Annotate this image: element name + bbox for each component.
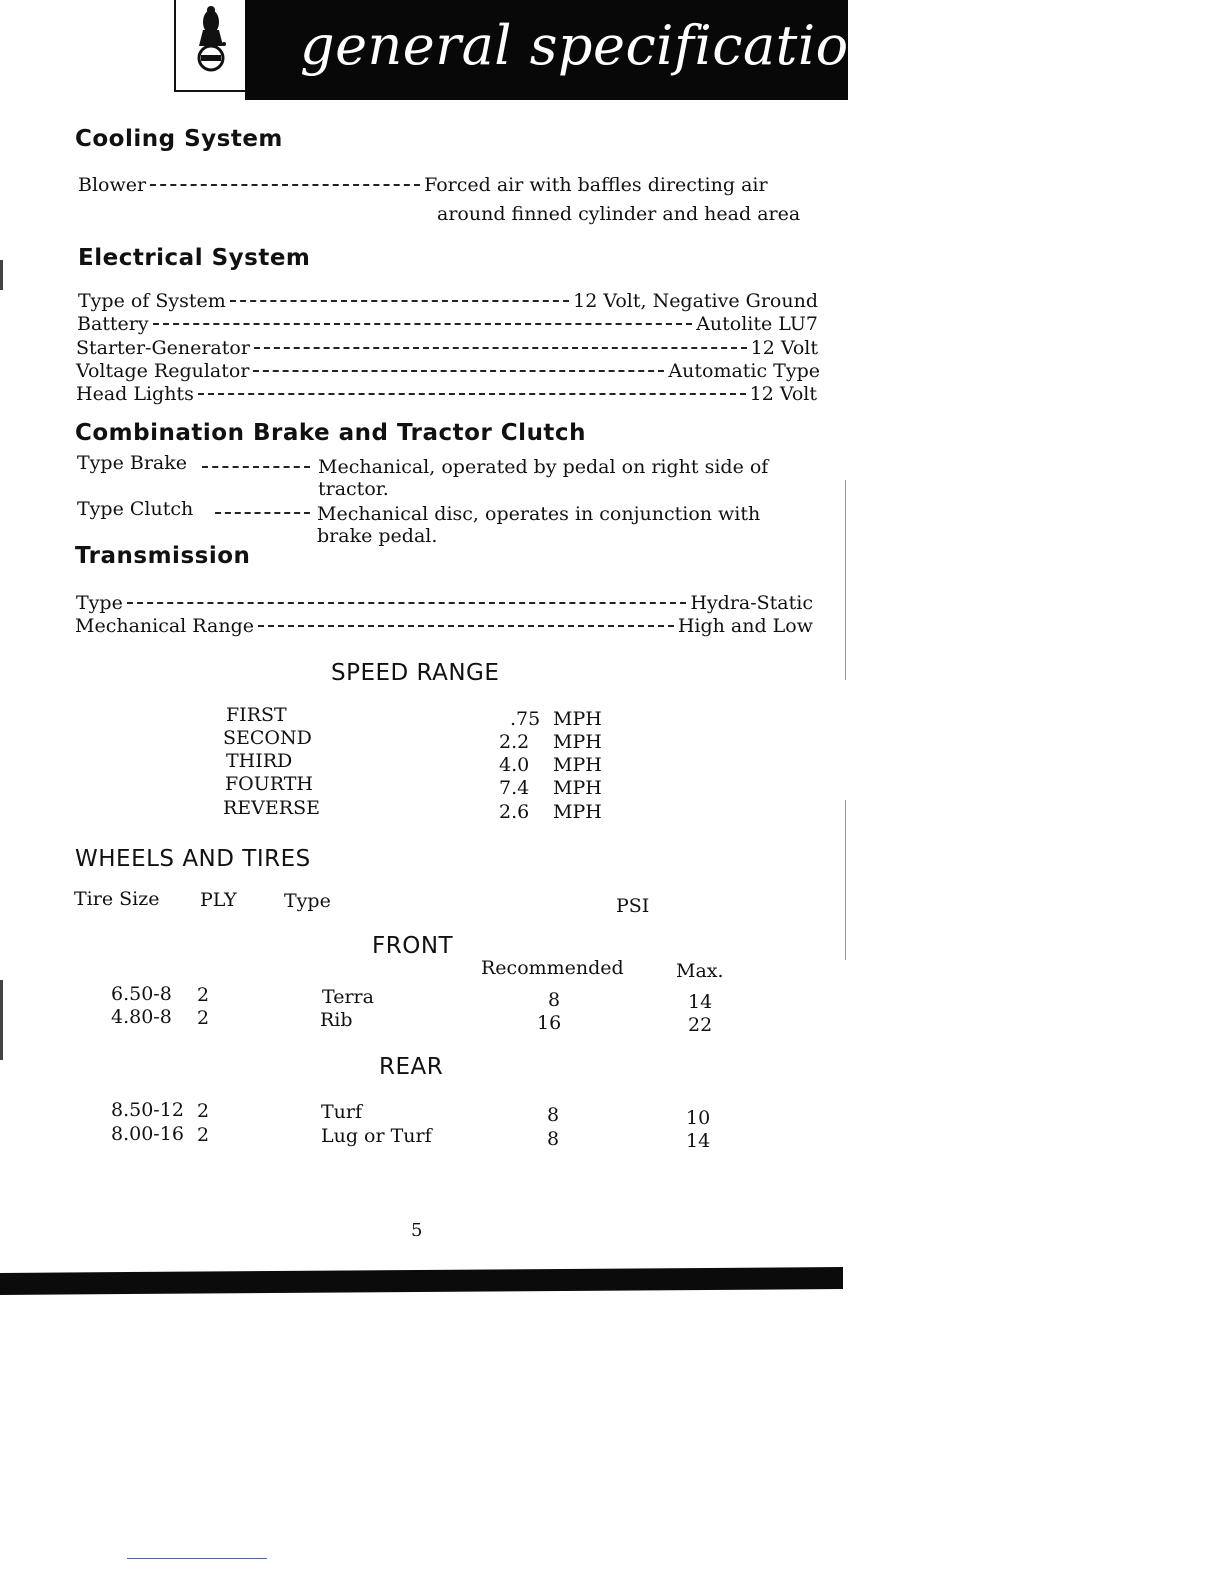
- tire-psi-recommended: 16: [537, 1012, 562, 1034]
- speed-unit: MPH: [553, 777, 602, 799]
- electrical-label: Voltage Regulator: [76, 360, 250, 382]
- leader-dots: [230, 300, 569, 302]
- leader-dots: [153, 323, 693, 325]
- blower-row: [78, 174, 820, 196]
- leader-dots: [150, 184, 420, 186]
- leader-dots: [202, 466, 310, 468]
- tire-type: Rib: [320, 1009, 353, 1031]
- electrical-row: [77, 313, 818, 335]
- electrical-row: [76, 383, 817, 405]
- rear-heading: REAR: [379, 1054, 444, 1080]
- electrical-row: [78, 290, 818, 312]
- electrical-value: 12 Volt: [749, 383, 817, 405]
- brake-label: Type Brake: [77, 452, 187, 474]
- scan-edge-line: [845, 800, 846, 960]
- blower-value-line2: around finned cylinder and head area: [437, 203, 801, 225]
- page-number: 5: [411, 1220, 423, 1241]
- tire-ply: 2: [197, 1100, 210, 1122]
- electrical-value: 12 Volt: [750, 337, 818, 359]
- transmission-heading: Transmission: [75, 543, 251, 569]
- tire-type: Lug or Turf: [321, 1125, 432, 1147]
- speed-value: .75: [510, 708, 541, 730]
- col-ply: PLY: [200, 889, 237, 911]
- speed-unit: MPH: [553, 801, 602, 823]
- tire-psi-recommended: 8: [547, 1128, 560, 1150]
- col-max: Max.: [676, 960, 724, 982]
- electrical-label: Battery: [77, 313, 149, 335]
- speed-unit: MPH: [553, 731, 602, 753]
- speed-range-heading: SPEED RANGE: [331, 660, 500, 686]
- col-type: Type: [284, 890, 331, 912]
- gear-label: FOURTH: [225, 773, 313, 795]
- col-recommended: Recommended: [481, 957, 624, 979]
- clutch-value-line1: Mechanical disc, operates in conjunction with: [317, 503, 761, 525]
- tire-size: 8.00-16: [111, 1123, 184, 1145]
- leader-dots: [127, 602, 687, 604]
- speed-value: 2.2: [499, 731, 530, 753]
- transmission-label: Mechanical Range: [75, 615, 255, 637]
- tire-size: 8.50-12: [111, 1099, 184, 1121]
- gear-label: REVERSE: [223, 797, 320, 819]
- tire-psi-max: 14: [686, 1130, 711, 1152]
- electrical-label: Head Lights: [76, 383, 194, 405]
- clutch-label: Type Clutch: [77, 498, 194, 520]
- col-psi: PSI: [616, 895, 650, 917]
- transmission-value: Hydra-Static: [690, 592, 813, 614]
- scan-edge-mark: [0, 260, 3, 290]
- front-heading: FRONT: [372, 933, 454, 959]
- gear-label: SECOND: [223, 727, 312, 749]
- speed-value: 4.0: [499, 754, 530, 776]
- leader-dots: [215, 512, 310, 514]
- footer-rule: [127, 1558, 267, 1559]
- cooling-system-heading: Cooling System: [75, 126, 283, 152]
- electrical-value: Automatic Type: [668, 360, 820, 382]
- electrical-value: Autolite LU7: [696, 313, 818, 335]
- electrical-label: Type of System: [78, 290, 226, 312]
- blower-label: Blower: [78, 174, 147, 196]
- transmission-label: Type: [76, 592, 123, 614]
- tire-psi-recommended: 8: [548, 989, 561, 1011]
- tire-ply: 2: [197, 1007, 210, 1029]
- tire-type: Turf: [321, 1101, 363, 1123]
- transmission-row: [76, 592, 813, 614]
- blower-value-line1: Forced air with baffles directing air: [424, 174, 768, 196]
- bottom-bar: [0, 1267, 843, 1295]
- speed-value: 7.4: [499, 777, 530, 799]
- brake-clutch-heading: Combination Brake and Tractor Clutch: [75, 420, 586, 446]
- leader-dots: [254, 347, 747, 349]
- tire-size: 4.80-8: [111, 1006, 172, 1028]
- speed-unit: MPH: [553, 754, 602, 776]
- tire-psi-max: 14: [688, 991, 713, 1013]
- leader-dots: [258, 625, 674, 627]
- scan-edge-line: [845, 480, 846, 680]
- tire-psi-max: 10: [686, 1107, 711, 1129]
- brake-value-line1: Mechanical, operated by pedal on right side of: [318, 456, 769, 478]
- tire-ply: 2: [197, 984, 210, 1006]
- transmission-value: High and Low: [677, 615, 813, 637]
- speed-unit: MPH: [553, 708, 602, 730]
- electrical-system-heading: Electrical System: [78, 245, 311, 271]
- scan-edge-mark: [0, 980, 3, 1060]
- tire-type: Terra: [322, 986, 374, 1008]
- page-title: general specifications: [300, 14, 913, 77]
- brake-value-line2: tractor.: [318, 478, 389, 500]
- transmission-row: [75, 615, 813, 637]
- col-tire-size: Tire Size: [74, 888, 160, 910]
- gear-label: THIRD: [226, 750, 293, 772]
- wheels-tires-heading: WHEELS AND TIRES: [75, 846, 311, 872]
- brand-logo: [174, 0, 248, 92]
- clutch-value-line2: brake pedal.: [317, 525, 438, 547]
- electrical-row: [76, 337, 818, 359]
- tire-size: 6.50-8: [111, 983, 172, 1005]
- leader-dots: [198, 393, 746, 395]
- speed-value: 2.6: [499, 801, 530, 823]
- tire-psi-recommended: 8: [547, 1104, 560, 1126]
- electrical-label: Starter-Generator: [76, 337, 250, 359]
- electrical-row: [76, 360, 820, 382]
- gear-label: FIRST: [226, 704, 287, 726]
- electrical-value: 12 Volt, Negative Ground: [573, 290, 818, 312]
- tire-ply: 2: [197, 1124, 210, 1146]
- tire-psi-max: 22: [688, 1014, 713, 1036]
- eagle-logo-icon: [176, 0, 246, 90]
- leader-dots: [253, 370, 664, 372]
